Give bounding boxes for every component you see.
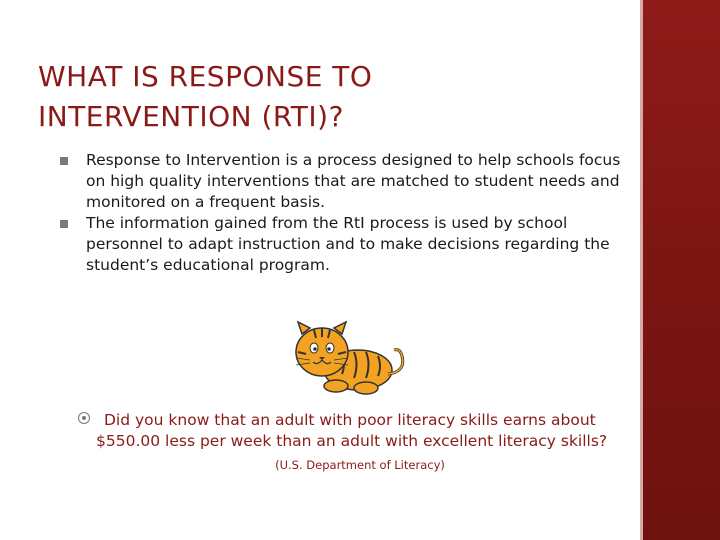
source-citation: (U.S. Department of Literacy) bbox=[275, 458, 445, 472]
decorative-sidebar bbox=[643, 0, 720, 540]
fact-text: Did you know that an adult with poor literacy skills earns about $550.00 less per week than an adult with excellent literacy skills? bbox=[96, 411, 608, 450]
square-bullet-icon bbox=[60, 157, 68, 165]
bullet-text: Response to Intervention is a process designed to help schools focus on high quality interventions that are matched to student needs and monitored on a frequent basis. bbox=[86, 151, 621, 211]
bullet-item bbox=[58, 213, 638, 276]
tiger-cartoon-icon bbox=[270, 312, 410, 404]
square-bullet-icon bbox=[60, 220, 68, 228]
bullet-item bbox=[58, 150, 638, 213]
bullet-text: The information gained from the RtI process is used by school personnel to adapt instruction and to make decisions regarding the student’s educational program. bbox=[86, 214, 610, 274]
circle-bullet-icon bbox=[78, 412, 90, 424]
bullet-list bbox=[58, 150, 638, 276]
slide-title: WHAT IS RESPONSE TO INTERVENTION (RTI)? bbox=[38, 59, 373, 133]
fact-callout bbox=[78, 410, 638, 452]
